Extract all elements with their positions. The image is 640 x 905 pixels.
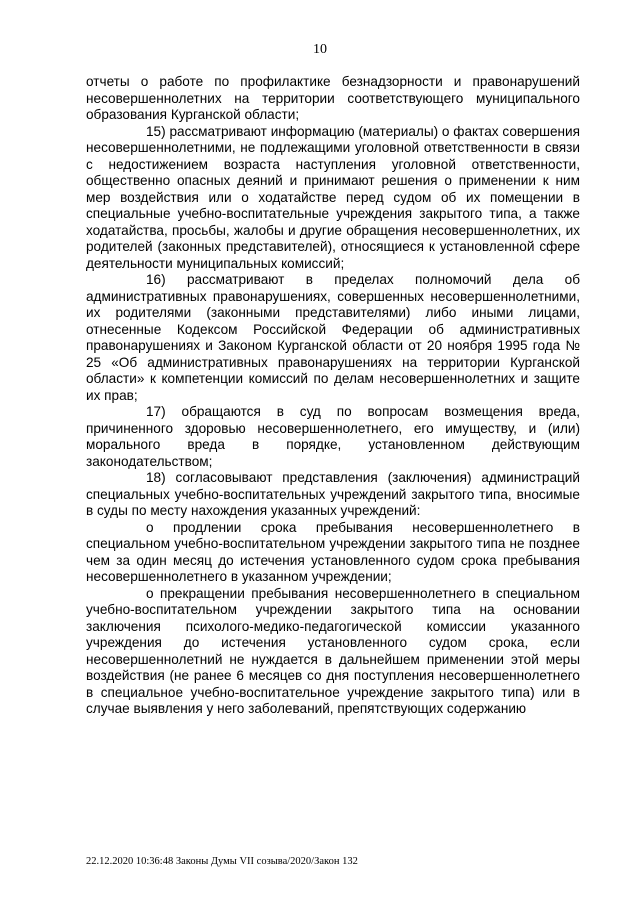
paragraph-item-18: 18) согласовывают представления (заключения) администраций специальных учебно-воспитательных учреждений закрытого типа, вносимые в суды по месту нахождения указанных учреждений: [86,470,580,518]
paragraph-item-16: 16) рассматривают в пределах полномочий дела об административных правонарушениях, совершенных несовершеннолетними, их родителями (законными представителями) либо иными лицами, отнесенные Кодексом Российской Федерации об административных правонарушениях и Законом Курганской области от 20 ноября 1995 года № 25 «Об административных правонарушениях на территории Курганской области» к компетенции комиссий по делам несовершеннолетних и защите их прав; [86,272,580,403]
paragraph-subitem-termination: о прекращении пребывания несовершеннолетнего в специальном учебно-воспитательном учреждении закрытого типа на основании заключения психолого-медико-педагогической комиссии указанного учреждения до истечения установленного судом срока, если несовершеннолетний не нуждается в дальнейшем применении этой меры воздействия (не ранее 6 месяцев со дня поступления несовершеннолетнего в специальное учебно-воспитательное учреждение закрытого типа) или в случае выявления у него заболеваний, препятствующих содержанию [86,585,580,716]
footer-timestamp: 22.12.2020 10:36:48 Законы Думы VII созыва/2020/Закон 132 [86,856,358,867]
paragraph-subitem-extension: о продлении срока пребывания несовершеннолетнего в специальном учебно-воспитательном учреждении закрытого типа не позднее чем за один месяц до истечения установленного судом срока пребывания несовершеннолетнего в указанном учреждении; [86,519,580,584]
page-number: 10 [313,42,327,57]
paragraph-continuation: отчеты о работе по профилактике безнадзорности и правонарушений несовершеннолетних на территории соответствующего муниципального образования Курганской области; [86,74,580,122]
document-body [86,74,580,718]
paragraph-item-17: 17) обращаются в суд по вопросам возмещения вреда, причиненного здоровью несовершеннолетнего, его имуществу, и (или) морального вреда в порядке, установленном действующим законодательством; [86,404,580,469]
paragraph-item-15: 15) рассматривают информацию (материалы) о фактах совершения несовершеннолетними, не подлежащими уголовной ответственности в связи с недостижением возраста наступления уголовной ответственности, общественно опасных деяний и принимают решения о применении к ним мер воздействия или о ходатайстве перед судом об их помещении в специальные учебно-воспитательные учреждения закрытого типа, а также ходатайства, просьбы, жалобы и другие обращения несовершеннолетних, их родителей (законных представителей), относящиеся к установленной сфере деятельности муниципальных комиссий; [86,123,580,271]
